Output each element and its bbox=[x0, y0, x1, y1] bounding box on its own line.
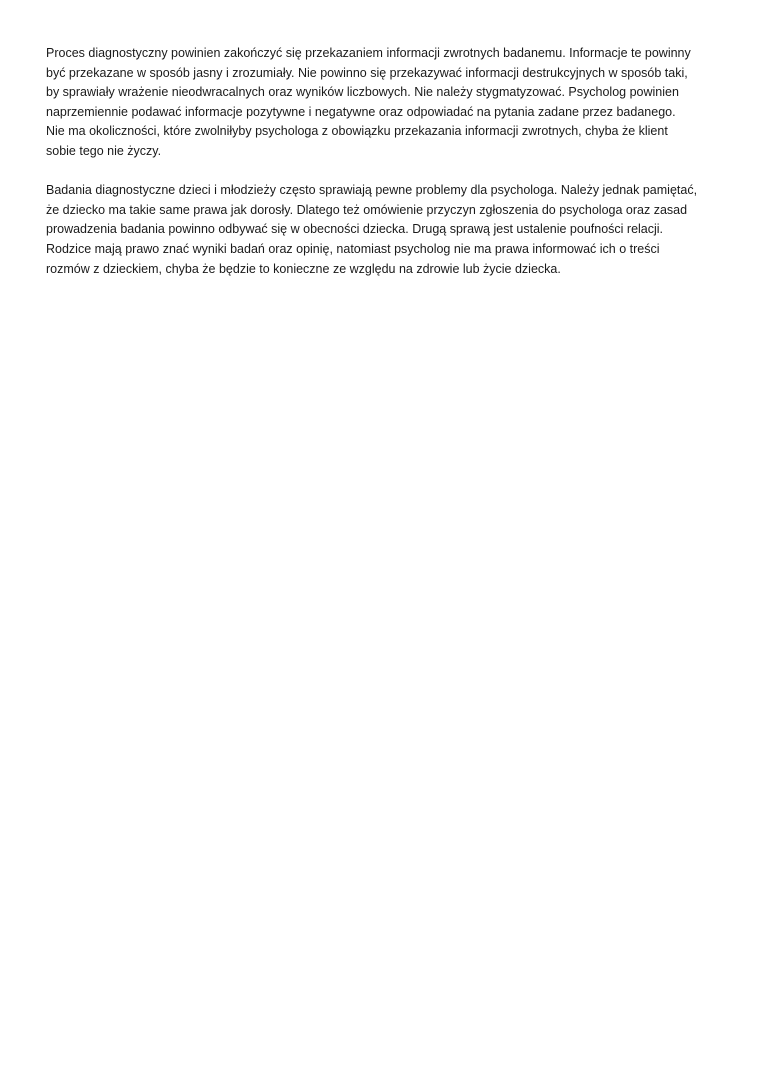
paragraph-2 bbox=[46, 181, 714, 279]
paragraph-line: że dziecko ma takie same prawa jak dorosły. Dlatego też omówienie przyczyn zgłoszenia do psychologa oraz zasad bbox=[46, 202, 688, 217]
paragraph-line: rozmów z dzieckiem, chyba że będzie to konieczne ze względu na zdrowie lub życie dziecka. bbox=[46, 261, 561, 276]
paragraph-line: by sprawiały wrażenie nieodwracalnych oraz wyników liczbowych. Nie należy stygmatyzować. Psycholog powinien bbox=[46, 85, 679, 100]
paragraph-line: Badania diagnostyczne dzieci i młodzieży często sprawiają pewne problemy dla psychologa. Należy jednak pamiętać, bbox=[46, 183, 698, 198]
paragraph-line: Nie ma okoliczności, które zwolniłyby psychologa z obowiązku przekazania informacji zwrotnych, chyba że klient bbox=[46, 124, 668, 139]
paragraph-line: być przekazane w sposób jasny i zrozumiały. Nie powinno się przekazywać informacji destrukcyjnych w sposób taki, bbox=[46, 65, 688, 80]
paragraph-line: Rodzice mają prawo znać wyniki badań oraz opinię, natomiast psycholog nie ma prawa informować ich o treści bbox=[46, 241, 660, 256]
document-body bbox=[46, 44, 714, 299]
paragraph-line: Proces diagnostyczny powinien zakończyć się przekazaniem informacji zwrotnych badanemu. Informacje te powinny bbox=[46, 46, 691, 60]
paragraph-line: prowadzenia badania powinno odbywać się w obecności dziecka. Drugą sprawą jest ustalenie poufności relacji. bbox=[46, 222, 664, 237]
paragraph-line: sobie tego nie życzy. bbox=[46, 143, 162, 158]
paragraph-line: naprzemiennie podawać informacje pozytywne i negatywne oraz odpowiadać na pytania zadane przez badanego. bbox=[46, 104, 676, 119]
paragraph-1 bbox=[46, 44, 714, 162]
